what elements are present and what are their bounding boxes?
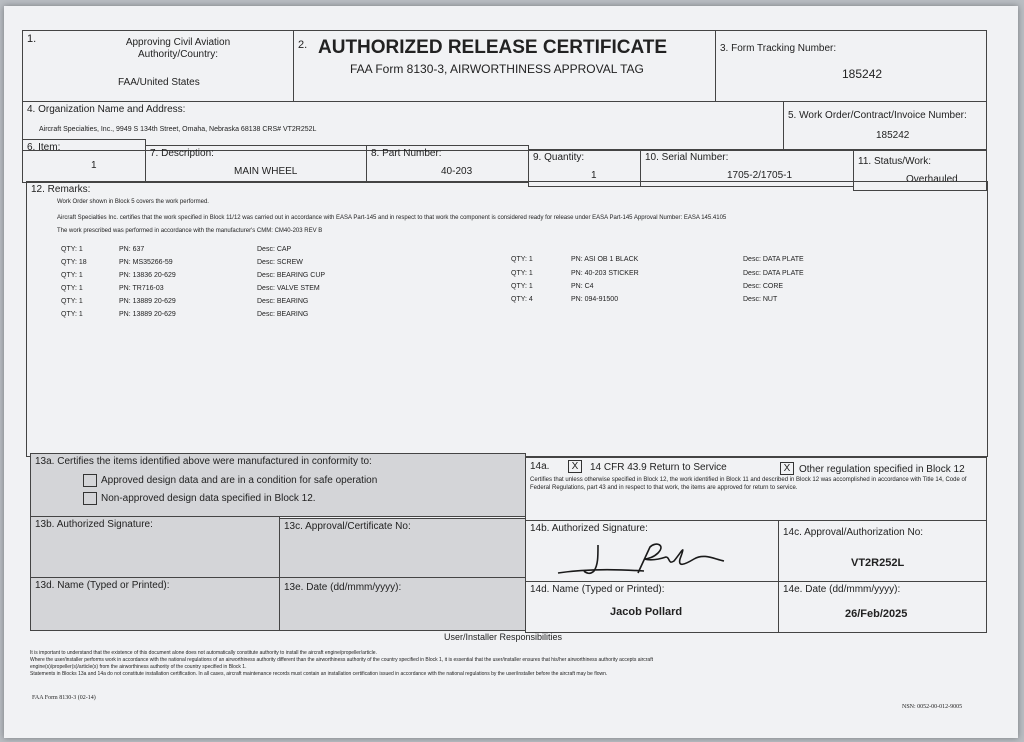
block-13b [30, 516, 280, 578]
block-7-label: 7. Description: [150, 148, 214, 159]
block-14b-label: 14b. Authorized Signature: [530, 523, 648, 534]
block-13c [279, 518, 526, 578]
non-approved-design-checkbox[interactable] [83, 492, 97, 505]
part-number-value: 40-203 [441, 166, 473, 177]
footer-line: Where the user/installer performs work in accordance with the national regulations of an airworthiness authority different than the airworthiness authority of the country specified in Block 1, it is essential that the user/installer ensures that his/her airworthiness authority accepts aircraft [30, 657, 653, 663]
block-3-label: 3. Form Tracking Number: [720, 43, 837, 54]
item-qty: QTY: 1 [61, 246, 83, 253]
footer-line: engine(s)/propeller(s)/article(s) from the airworthiness authority of the country specified in Block 1. [30, 664, 247, 670]
block-6-label: 6. Item: [27, 142, 61, 153]
block-14a-number: 14a. [530, 461, 550, 472]
remarks-line: The work prescribed was performed in accordance with the manufacturer's CMM: CM40-203 REV B [57, 228, 323, 234]
item-desc: Desc: VALVE STEM [257, 285, 320, 292]
form-subtitle: FAA Form 8130-3, AIRWORTHINESS APPROVAL TAG [350, 62, 644, 76]
block-2-number: 2. [298, 39, 308, 51]
remarks-line: Aircraft Specialties Inc. certifies that the work specified in Block 11/12 was carried out in accordance with EASA Part-145 and in respect to that work the component is considered ready for release under EASA Part-145 Approval Number: EASA 145.4105 [57, 215, 727, 221]
form-id: FAA Form 8130-3 (02-14) [32, 695, 96, 701]
block-13e [279, 577, 526, 631]
item-qty: QTY: 4 [511, 296, 533, 303]
item-pn: PN: MS35266-59 [119, 259, 173, 266]
block-13a-label: 13a. Certifies the items identified above were manufactured in conformity to: [35, 456, 372, 467]
block-14d [525, 581, 779, 633]
item-desc: Desc: NUT [743, 296, 778, 303]
item-desc: Desc: DATA PLATE [743, 256, 804, 263]
form-title: AUTHORIZED RELEASE CERTIFICATE [318, 37, 668, 58]
quantity-value: 1 [591, 170, 597, 181]
item-pn: PN: 13889 20-629 [119, 298, 176, 305]
item-desc: Desc: BEARING [257, 298, 309, 305]
item-pn: PN: 13889 20-629 [119, 311, 176, 318]
printed-name-value: Jacob Pollard [610, 606, 683, 618]
approved-design-checkbox[interactable] [83, 474, 97, 487]
block-1-value: FAA/United States [118, 77, 200, 88]
block-2 [293, 30, 716, 102]
return-to-service-option: 14 CFR 43.9 Return to Service [590, 462, 727, 473]
block-1-number: 1. [27, 33, 37, 45]
block-14d-label: 14d. Name (Typed or Printed): [530, 584, 665, 595]
item-value: 1 [91, 160, 97, 171]
block-4-label: 4. Organization Name and Address: [27, 104, 186, 115]
item-pn: PN: 094-91500 [571, 296, 619, 303]
block-8 [366, 145, 529, 183]
other-regulation-checkbox[interactable]: X [780, 462, 794, 475]
release-certificate-form [4, 6, 1018, 738]
item-desc: Desc: BEARING [257, 311, 309, 318]
item-pn: PN: ASI OB 1 BLACK [571, 256, 639, 263]
description-value: MAIN WHEEL [234, 166, 298, 177]
approved-design-option: Approved design data and are in a condition for safe operation [101, 475, 378, 486]
block-5 [783, 101, 987, 151]
block-14a-text: Certifies that unless otherwise specified in Block 12, the work identified in Block 11 and described in Block 12 was accomplished in accordance with Title 14, Code of Federal Regulations, part 43 and in respect to that work, the items are approved for return to service. [530, 477, 967, 491]
block-8-label: 8. Part Number: [371, 148, 442, 159]
block-12-label: 12. Remarks: [31, 184, 91, 195]
item-desc: Desc: DATA PLATE [743, 270, 804, 277]
item-pn: PN: 637 [119, 246, 145, 253]
serial-number-value: 1705-2/1705-1 [727, 170, 793, 181]
block-13a [30, 453, 526, 517]
item-qty: QTY: 1 [61, 285, 83, 292]
item-qty: QTY: 1 [61, 272, 83, 279]
form-tracking-number: 185242 [842, 67, 883, 81]
nsn-number: NSN: 0052-00-012-9005 [902, 704, 963, 710]
item-qty: QTY: 1 [61, 298, 83, 305]
block-13c-label: 13c. Approval/Certificate No: [284, 521, 411, 532]
block-14c [778, 520, 987, 582]
block-14e [778, 581, 987, 633]
block-9-label: 9. Quantity: [533, 152, 585, 163]
item-qty: QTY: 1 [511, 283, 533, 290]
item-desc: Desc: BEARING CUP [257, 272, 326, 279]
item-pn: PN: 13836 20-629 [119, 272, 176, 279]
block-11-label: 11. Status/Work: [858, 156, 931, 167]
block-7 [145, 145, 367, 183]
block-14c-label: 14c. Approval/Authorization No: [783, 527, 924, 538]
item-pn: PN: TR716-03 [119, 285, 164, 292]
item-desc: Desc: CAP [257, 246, 292, 253]
non-approved-design-option: Non-approved design data specified in Block 12. [101, 493, 316, 504]
item-desc: Desc: SCREW [257, 259, 303, 266]
item-pn: PN: 40-203 STICKER [571, 270, 639, 277]
signature-image [554, 535, 734, 581]
item-qty: QTY: 1 [511, 256, 533, 263]
item-qty: QTY: 1 [61, 311, 83, 318]
block-13b-label: 13b. Authorized Signature: [35, 519, 153, 530]
item-qty: QTY: 18 [61, 259, 87, 266]
block-14b [525, 520, 779, 582]
block-13d-label: 13d. Name (Typed or Printed): [35, 580, 170, 591]
item-pn: PN: C4 [571, 283, 594, 290]
item-qty: QTY: 1 [511, 270, 533, 277]
work-order-number: 185242 [876, 130, 910, 141]
block-10-label: 10. Serial Number: [645, 152, 729, 163]
footer-heading: User/Installer Responsibilities [444, 632, 563, 642]
block-13e-label: 13e. Date (dd/mmm/yyyy): [284, 582, 402, 593]
block-14a [525, 457, 987, 521]
block-12-remarks [26, 181, 988, 457]
footer-line: It is important to understand that the existence of this document alone does not automatically constitute authority to install the aircraft engine/propeller/article. [30, 650, 377, 656]
organization-name-address: Aircraft Specialties, Inc., 9949 S 134th Street, Omaha, Nebraska 68138 CRS# VT2R252L [39, 126, 317, 133]
approval-number-value: VT2R252L [851, 557, 905, 569]
item-desc: Desc: CORE [743, 283, 784, 290]
block-1 [22, 30, 294, 102]
return-to-service-checkbox[interactable]: X [568, 460, 582, 473]
remarks-line: Work Order shown in Block 5 covers the work performed. [57, 199, 209, 205]
footer-line: Statements in Blocks 13a and 14a do not constitute installation certification. In all cases, aircraft maintenance records must contain an installation certification issued in accordance with the national regulations by the user/installer before the aircraft may be flown. [30, 671, 608, 677]
block-1-label: Approving Civil Aviation Authority/Country: [125, 37, 231, 60]
block-6 [22, 139, 146, 183]
date-value: 26/Feb/2025 [845, 608, 908, 620]
status-work-value: Overhauled [906, 174, 958, 185]
block-3 [715, 30, 987, 102]
block-5-label: 5. Work Order/Contract/Invoice Number: [788, 110, 967, 121]
block-14e-label: 14e. Date (dd/mmm/yyyy): [783, 584, 901, 595]
other-regulation-option: Other regulation specified in Block 12 [799, 464, 965, 475]
block-13d [30, 577, 280, 631]
